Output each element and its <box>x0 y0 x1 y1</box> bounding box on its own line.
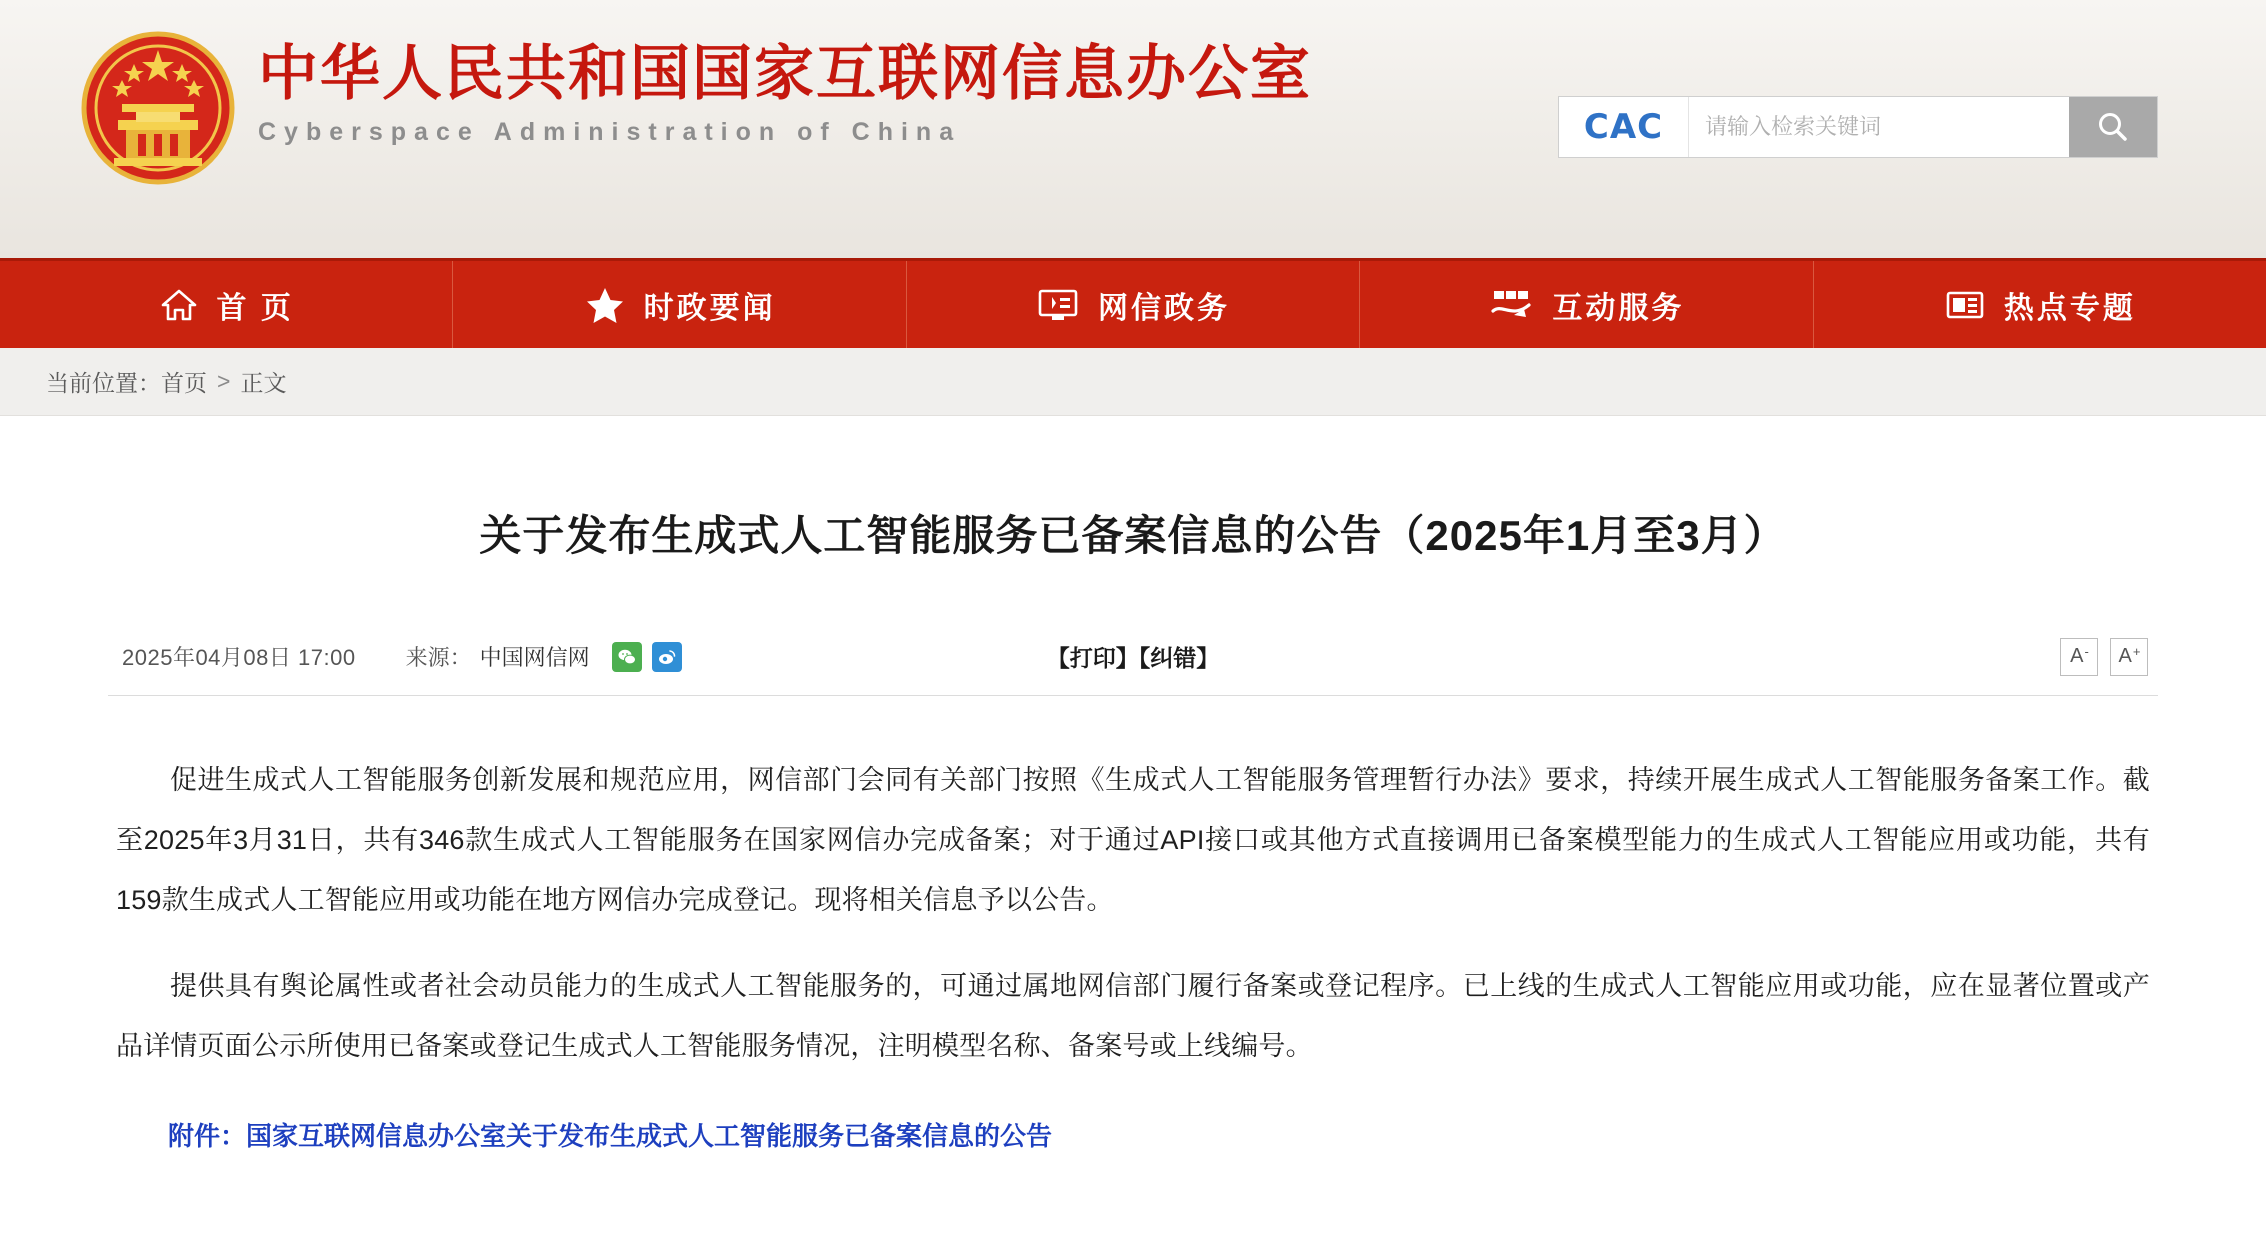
attachment-link[interactable]: 附件：国家互联网信息办公室关于发布生成式人工智能服务已备案信息的公告 <box>168 1121 1053 1152</box>
site-header <box>0 0 2266 258</box>
font-smaller-label: A <box>2070 645 2084 668</box>
nav-item-affairs[interactable] <box>907 261 1360 348</box>
article-paragraph: 提供具有舆论属性或者社会动员能力的生成式人工智能服务的，可通过属地网信部门履行备案或登记程序。已上线的生成式人工智能应用或功能，应在显著位置或产品详情页面公示所使用已备案或登记生成式人工智能服务情况，注明模型名称、备案号或上线编号。 <box>116 971 2150 1062</box>
news-icon <box>1944 285 1986 325</box>
site-title-en: Cyberspace Administration of China <box>258 118 962 146</box>
wechat-share-icon[interactable] <box>612 642 642 672</box>
article-attachment <box>116 1110 2150 1162</box>
search-icon <box>2095 109 2131 145</box>
monitor-icon <box>1036 285 1080 325</box>
breadcrumb-separator: > <box>217 368 231 394</box>
article-source-label: 来源： <box>405 645 472 671</box>
nav-item-home[interactable] <box>0 261 453 348</box>
article-date: 2025年04月08日 17:00 <box>122 645 356 671</box>
page-title: 关于发布生成式人工智能服务已备案信息的公告（2025年1月至3月） <box>479 512 1787 560</box>
main-navigation <box>0 258 2266 348</box>
share-icons <box>612 642 682 672</box>
font-larger-label: A <box>2118 645 2132 668</box>
breadcrumb-item-current[interactable]: 正文 <box>240 370 287 396</box>
breadcrumb-item-home[interactable]: 首页 <box>161 370 207 396</box>
search-box <box>1558 96 2158 158</box>
article-meta-left <box>108 641 682 672</box>
nav-item-label: 热点专题 <box>2003 291 2136 325</box>
article-actions[interactable] <box>1047 640 1220 673</box>
article-source <box>406 641 590 672</box>
weibo-share-icon[interactable] <box>652 642 682 672</box>
nav-item-label: 首 页 <box>216 291 294 325</box>
breadcrumb-prefix: 当前位置： <box>46 370 161 396</box>
search-input[interactable] <box>1689 97 2069 157</box>
star-icon <box>584 285 626 325</box>
font-smaller-button[interactable]: A - <box>2060 638 2098 676</box>
home-icon <box>159 285 199 325</box>
handshake-icon <box>1488 285 1534 325</box>
nav-item-label: 时政要闻 <box>643 291 776 325</box>
site-title <box>258 36 1408 147</box>
breadcrumb <box>0 348 2266 416</box>
article-source-value: 中国网信网 <box>479 645 590 671</box>
nav-item-label: 网信政务 <box>1098 291 1231 325</box>
national-emblem-icon <box>78 28 238 188</box>
article <box>108 416 2158 1162</box>
font-larger-button[interactable]: A + <box>2110 638 2148 676</box>
nav-item-topics[interactable] <box>1814 261 2266 348</box>
cac-logo-text: CAC <box>1583 107 1664 147</box>
search-button[interactable] <box>2069 97 2157 157</box>
font-size-controls <box>2060 638 2148 676</box>
nav-item-news[interactable] <box>453 261 906 348</box>
article-body <box>108 696 2158 1162</box>
nav-item-label: 互动服务 <box>1552 291 1685 325</box>
article-meta-bar <box>108 618 2158 696</box>
cac-logo-icon <box>1559 97 1689 157</box>
article-paragraph: 促进生成式人工智能服务创新发展和规范应用，网信部门会同有关部门按照《生成式人工智能服务管理暂行办法》要求，持续开展生成式人工智能服务备案工作。截至2025年3月31日，共有346款生成式人工智能服务在国家网信办完成备案；对于通过API接口或其他方式直接调用已备案模型能力的生成式人工智能应用或功能，共有159款生成式人工智能应用或功能在地方网信办完成登记。现将相关信息予以公告。 <box>116 765 2150 916</box>
site-title-cn: 中华人民共和国国家互联网信息办公室 <box>258 39 1312 109</box>
nav-item-interactive[interactable] <box>1360 261 1813 348</box>
print-correct-links[interactable]: 【打印】【纠错】 <box>1046 645 1220 672</box>
